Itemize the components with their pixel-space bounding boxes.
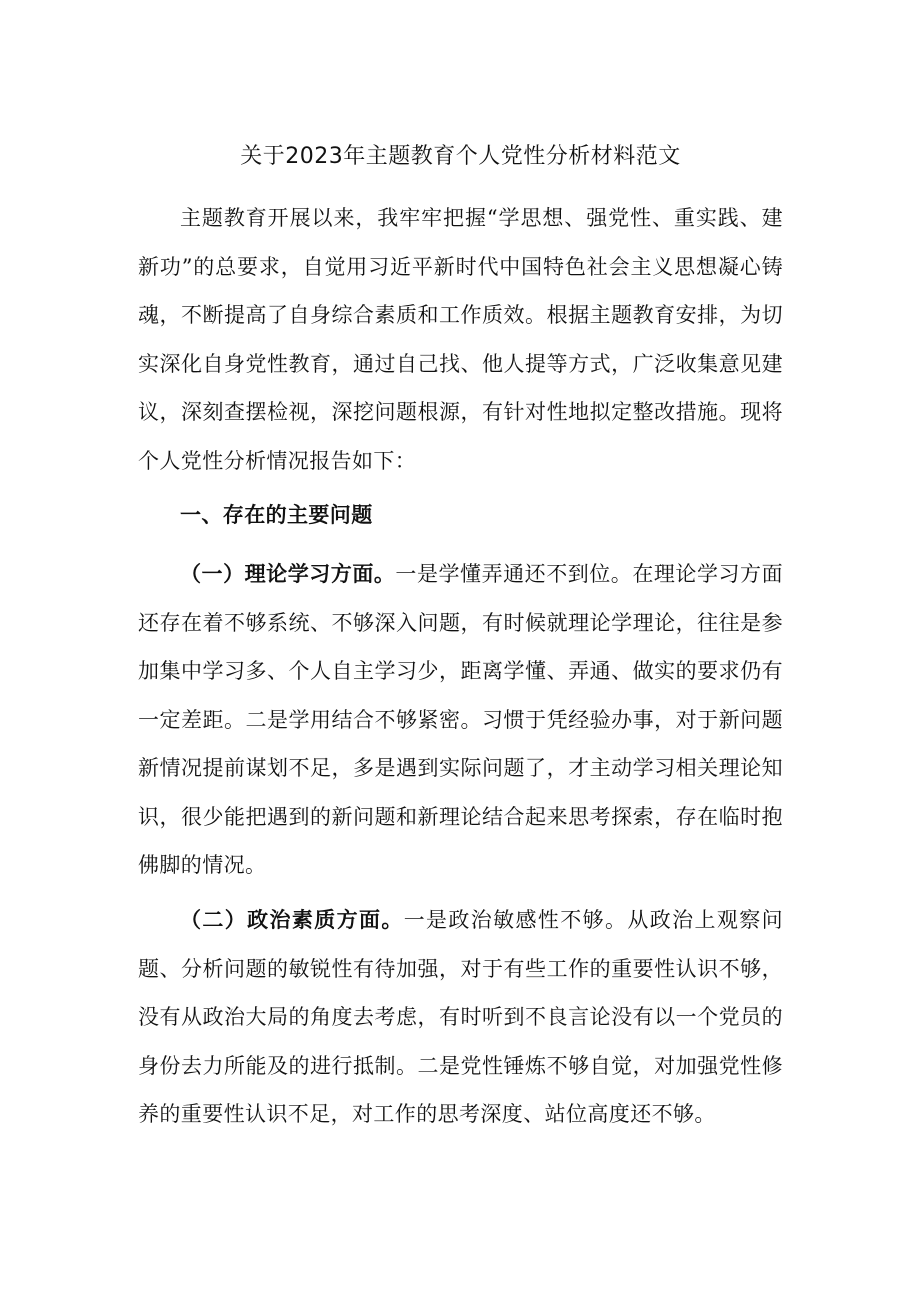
item-political-quality-body: 一是政治敏感性不够。从政治上观察问题、分析问题的敏锐性有待加强，对于有些工作的重要性认识不够，没有从政治大局的角度去考虑，有时听到不良言论没有以一个党员的身份去力所能及的进行抵制。二是党性锤炼不够自觉，对加强党性修养的重要性认识不足，对工作的思考深度、站位高度还不够。 (138, 908, 783, 1126)
item-political-quality-lead: （二）政治素质方面。 (180, 907, 404, 932)
section-heading-problems: 一、存在的主要问题 (180, 502, 373, 527)
item-theory-study-body: 一是学懂弄通还不到位。在理论学习方面还存在着不够系统、不够深入问题，有时候就理论学理论，往往是参加集中学习多、个人自主学习少，距离学懂、弄通、做实的要求仍有一定差距。二是学用结合不够紧密。习惯于凭经验办事，对于新问题新情况提前谋划不足，多是遇到实际问题了，才主动学习相关理论知识，很少能把遇到的新问题和新理论结合起来思考探索，存在临时抱佛脚的情况。 (138, 562, 783, 877)
item-political-quality (138, 896, 783, 1139)
item-theory-study-lead: （一）理论学习方面。 (180, 561, 396, 586)
item-theory-study (138, 550, 783, 890)
intro-paragraph: 主题教育开展以来，我牢牢把握“学思想、强党性、重实践、建新功”的总要求，自觉用习近平新时代中国特色社会主义思想凝心铸魂，不断提高了自身综合素质和工作质效。根据主题教育安排，为切实深化自身党性教育，通过自己找、他人提等方式，广泛收集意见建议，深刻查摆检视，深挖问题根源，有针对性地拟定整改措施。现将个人党性分析情况报告如下： (138, 206, 783, 473)
document-title: 关于2023年主题教育个人党性分析材料范文 (240, 144, 681, 169)
